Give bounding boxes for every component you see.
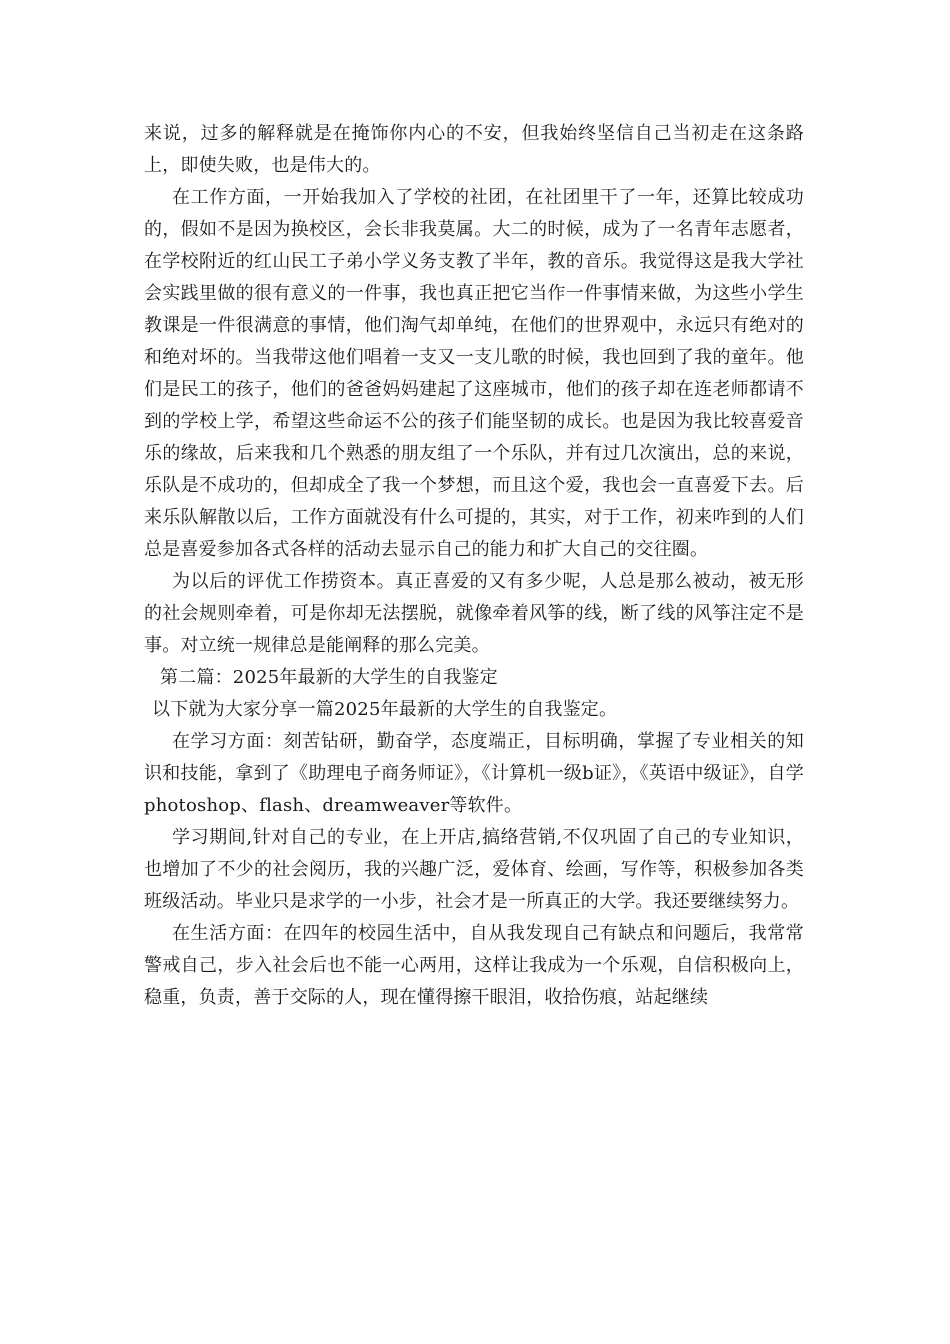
paragraph-intro: 以下就为大家分享一篇2025年最新的大学生的自我鉴定。 <box>152 699 618 720</box>
paragraph-evaluation: 为以后的评优工作捞资本。真正喜爱的又有多少呢，人总是那么被动，被无形的社会规则牵着，可是你却无法摆脱，就像牵着风筝的线，断了线的风筝注定不是事。对立统一规律总是能阐释的那么完美。 <box>144 571 804 656</box>
paragraph-work: 在工作方面，一开始我加入了学校的社团，在社团里干了一年，还算比较成功的，假如不是因为换校区，会长非我莫属。大二的时候，成为了一名青年志愿者，在学校附近的红山民工子弟小学义务支教了半年，教的音乐。我觉得这是我大学社会实践里做的很有意义的一件事，我也真正把它当作一件事情来做，为这些小学生教课是一件很满意的事情，他们淘气却单纯，在他们的世界观中，永远只有绝对的和绝对坏的。当我带这他们唱着一支又一支儿歌的时候，我也回到了我的童年。他们是民工的孩子，他们的爸爸妈妈建起了这座城市，他们的孩子却在连老师都请不到的学校上学，希望这些命运不公的孩子们能坚韧的成长。也是因为我比较喜爱音乐的缘故，后来我和几个熟悉的朋友组了一个乐队，并有过几次演出，总的来说，乐队是不成功的，但却成全了我一个梦想，而且这个爱，我也会一直喜爱下去。后来乐队解散以后，工作方面就没有什么可提的，其实，对于工作，初来咋到的人们总是喜爱参加各式各样的活动去显示自己的能力和扩大自己的交往圈。 <box>144 187 804 560</box>
paragraph-study-period: 学习期间,针对自己的专业，在上开店,搞络营销,不仅巩固了自己的专业知识，也增加了不少的社会阅历，我的兴趣广泛，爱体育、绘画，写作等，积极参加各类班级活动。毕业只是求学的一小步，社会才是一所真正的大学。我还要继续努力。 <box>144 827 804 912</box>
paragraph-life: 在生活方面：在四年的校园生活中，自从我发现自己有缺点和问题后，我常常警戒自己，步入社会后也不能一心两用，这样让我成为一个乐观，自信积极向上，稳重，负责，善于交际的人，现在懂得擦干眼泪，收拾伤痕，站起继续 <box>144 923 804 1008</box>
paragraph-study: 在学习方面：刻苦钻研，勤奋学，态度端正，目标明确，掌握了专业相关的知识和技能，拿到了《助理电子商务师证》，《计算机一级b证》，《英语中级证》，自学photoshop、flash、dreamweaver等软件。 <box>144 731 804 816</box>
document-body <box>144 118 804 1014</box>
paragraph-continuation: 来说，过多的解释就是在掩饰你内心的不安，但我始终坚信自己当初走在这条路上，即使失败，也是伟大的。 <box>144 123 804 176</box>
section-heading: 第二篇：2025年最新的大学生的自我鉴定 <box>160 667 498 688</box>
